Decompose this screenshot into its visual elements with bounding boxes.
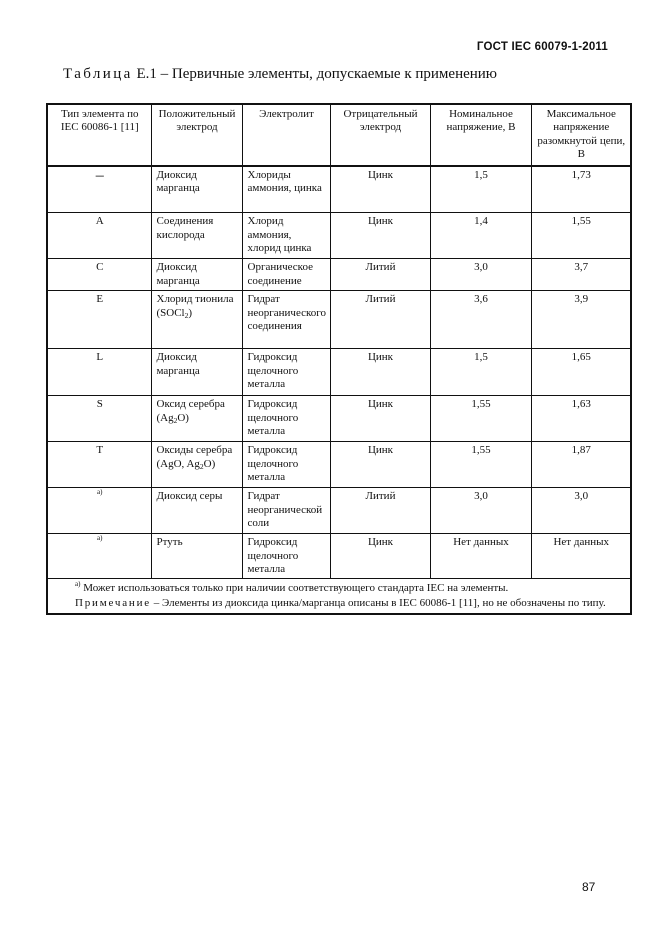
cell-electrolyte: Гидроксид щелочного металла (242, 396, 330, 442)
cell-type (47, 488, 151, 534)
table-row (47, 349, 631, 396)
cell-negative: Цинк (330, 396, 430, 442)
cell-electrolyte: Гидроксид щелочного металла (242, 534, 330, 579)
table-title-number: Е.1 (136, 66, 157, 82)
table-title-label: Таблица (63, 66, 133, 82)
cell-positive: Диоксид серы (151, 488, 242, 534)
header-max-voltage: Максимальное напряжение разомкнутой цепи, В (531, 104, 631, 166)
cell-negative: Литий (330, 291, 430, 349)
cell-nominal: 1,55 (430, 396, 531, 442)
document-header: ГОСТ IEC 60079-1-2011 (476, 41, 608, 53)
cell-max: Нет данных (531, 534, 631, 579)
table-row (47, 442, 631, 488)
table-row (47, 488, 631, 534)
cell-electrolyte: Гидроксид щелочного металла (242, 442, 330, 488)
notes-cell (47, 579, 631, 615)
page-number: 87 (582, 880, 596, 894)
cell-nominal: 1,5 (430, 349, 531, 396)
table-row (47, 213, 631, 259)
cell-type (47, 534, 151, 579)
cell-positive: Соединения кислорода (151, 213, 242, 259)
cell-nominal: 1,55 (430, 442, 531, 488)
cell-negative: Литий (330, 488, 430, 534)
table-title-text: – Первичные элементы, допускаемые к применению (160, 66, 498, 82)
cell-positive: Диоксид марганца (151, 166, 242, 213)
cell-positive: Оксиды серебра (AgO, $Ag_2O$) (151, 442, 242, 488)
cell-negative: Цинк (330, 213, 430, 259)
cell-electrolyte: Гидрат неорганической соли (242, 488, 330, 534)
cell-max: 3,7 (531, 259, 631, 291)
header-nominal-voltage: Номинальное напряжение, В (430, 104, 531, 166)
header-positive-electrode: Положительный электрод (151, 104, 242, 166)
cell-positive: Диоксид марганца (151, 349, 242, 396)
cell-negative: Цинк (330, 166, 430, 213)
table-title (63, 66, 497, 83)
cell-max: 1,87 (531, 442, 631, 488)
cell-electrolyte: Гидрат неорганического соединения (242, 291, 330, 349)
cell-positive: Диоксид марганца (151, 259, 242, 291)
header-negative-electrode: Отрицательный электрод (330, 104, 430, 166)
cell-max: 1,55 (531, 213, 631, 259)
cell-type: S (47, 396, 151, 442)
cell-positive: Ртуть (151, 534, 242, 579)
table-row (47, 396, 631, 442)
cell-type: T (47, 442, 151, 488)
cell-types-table (46, 103, 632, 615)
cell-negative: Цинк (330, 534, 430, 579)
footnote-marker: a) (97, 534, 103, 543)
cell-max: 1,73 (531, 166, 631, 213)
footnote-marker: a) (97, 488, 103, 497)
cell-nominal: 1,4 (430, 213, 531, 259)
cell-type: – (47, 166, 151, 213)
cell-type: E (47, 291, 151, 349)
table-row (47, 291, 631, 349)
cell-type: A (47, 213, 151, 259)
cell-type: C (47, 259, 151, 291)
cell-max: 3,0 (531, 488, 631, 534)
table-row (47, 259, 631, 291)
table-note: Примечание – Элементы из диоксида цинка/марганца описаны в IEC 60086-1 [11], но не обозначены по типу. (75, 597, 606, 610)
cell-negative: Цинк (330, 442, 430, 488)
cell-max: 1,65 (531, 349, 631, 396)
cell-type: L (47, 349, 151, 396)
cell-negative: Цинк (330, 349, 430, 396)
cell-nominal: 1,5 (430, 166, 531, 213)
cell-positive: Оксид серебра $(Ag_2O)$ (151, 396, 242, 442)
cell-nominal: 3,0 (430, 488, 531, 534)
cell-nominal: 3,0 (430, 259, 531, 291)
cell-electrolyte: Хлорид аммония, хлорид цинка (242, 213, 330, 259)
footnote-a: $^{a)}$ Может использоваться только при наличии соответствующего стандарта IEC на элементы. (75, 580, 509, 595)
header-type: Тип элемента по IEC 60086-1 [11] (47, 104, 151, 166)
notes-row (47, 579, 631, 615)
table-row (47, 534, 631, 579)
cell-nominal: 3,6 (430, 291, 531, 349)
header-electrolyte: Электролит (242, 104, 330, 166)
table-row (47, 166, 631, 213)
cell-electrolyte: Гидроксид щелочного металла (242, 349, 330, 396)
cell-max: 1,63 (531, 396, 631, 442)
cell-positive: Хлорид тионила (SOCl$_2$) (151, 291, 242, 349)
cell-nominal: Нет данных (430, 534, 531, 579)
cell-electrolyte: Хлориды аммония, цинка (242, 166, 330, 213)
cell-max: 3,9 (531, 291, 631, 349)
cell-electrolyte: Органическое соединение (242, 259, 330, 291)
cell-negative: Литий (330, 259, 430, 291)
table-header-row (47, 104, 631, 166)
